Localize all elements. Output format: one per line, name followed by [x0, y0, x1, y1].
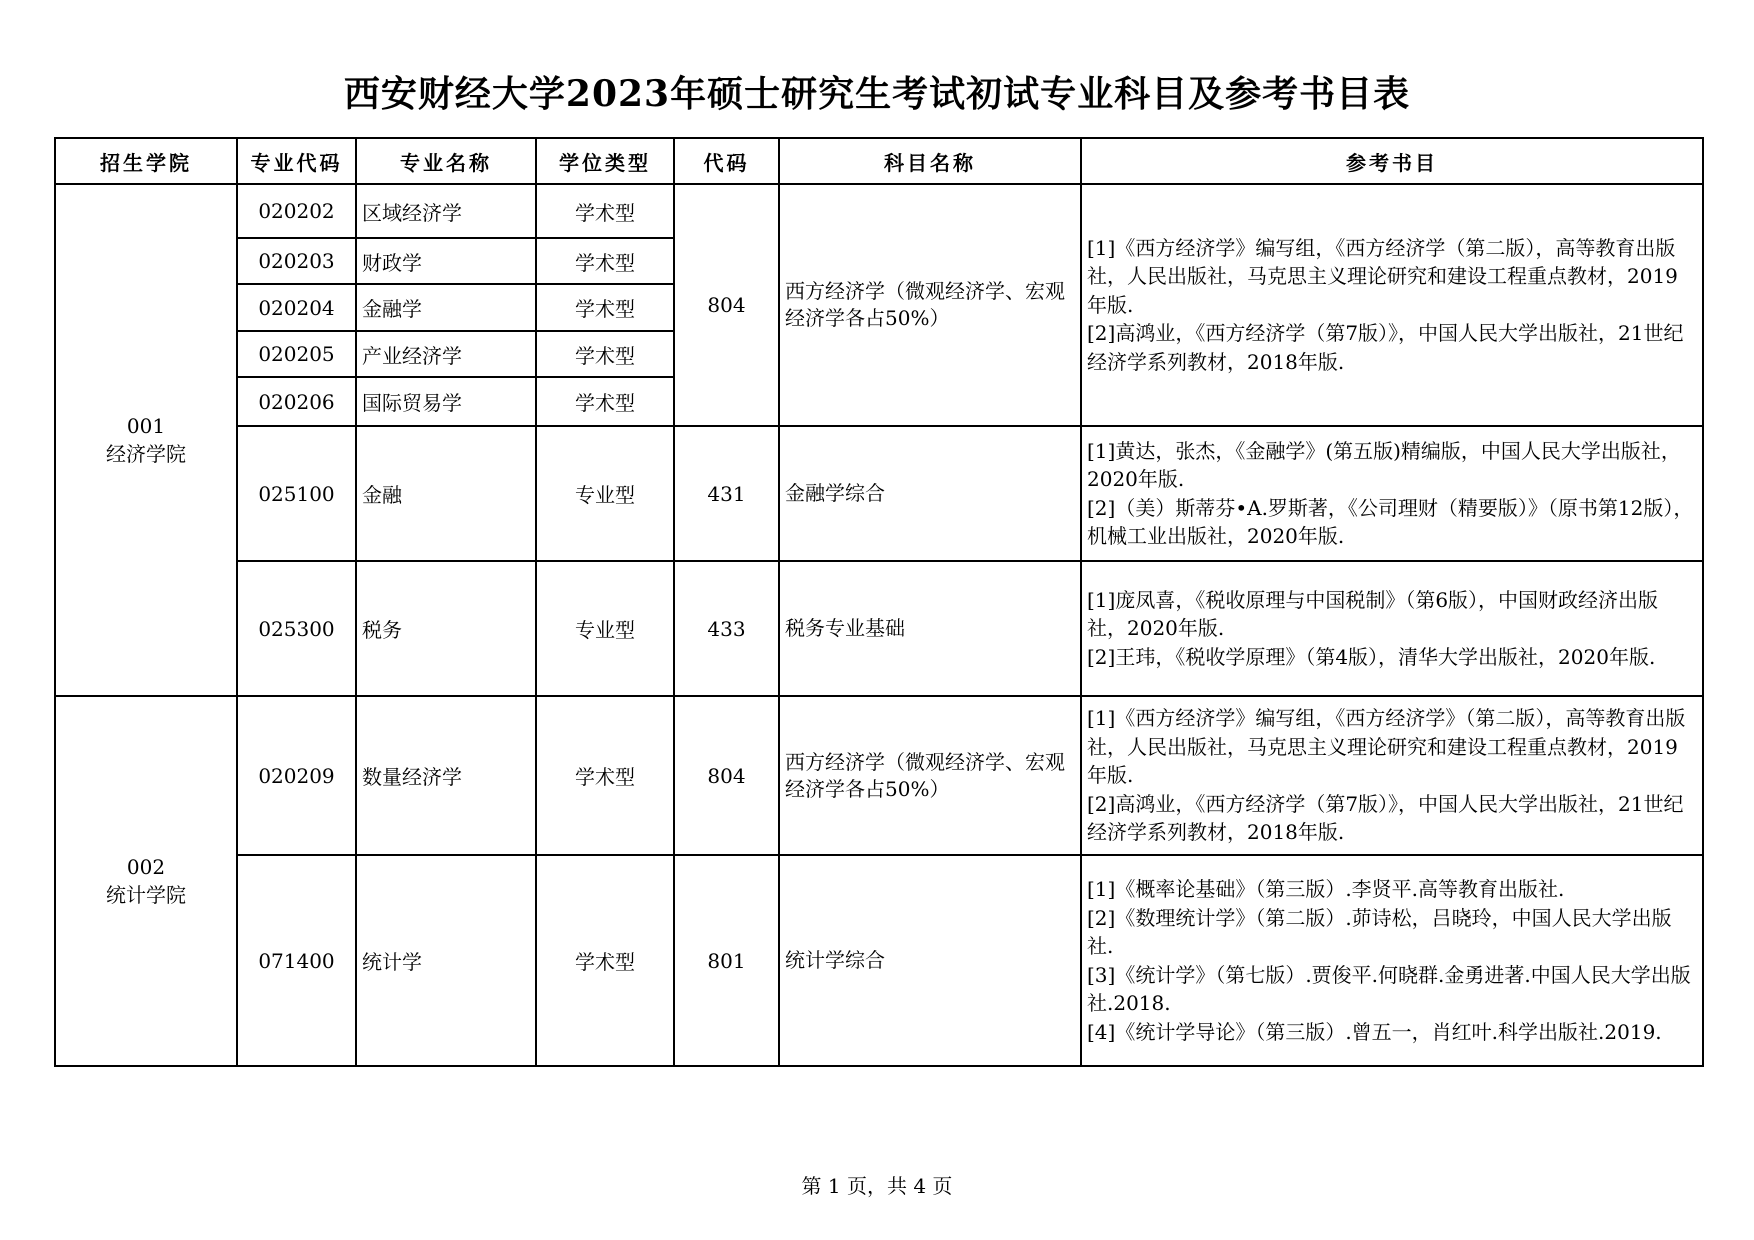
table-row [55, 426, 1703, 561]
book-item: [4]《统计学导论》（第三版）.曾五一，肖红叶.科学出版社.2019. [1087, 1019, 1662, 1044]
degree-type: 学术型 [536, 696, 674, 855]
book-item: [1]《西方经济学》编写组，《西方经济学》（第二版），高等教育出版社，人民出版社，马克思主义理论研究和建设工程重点教材，2019年版. [1087, 706, 1686, 788]
major-code: 020204 [237, 284, 356, 331]
major-name: 国际贸易学 [356, 377, 536, 426]
degree-type: 学术型 [536, 238, 674, 284]
header-subject-code: 代码 [674, 138, 779, 184]
major-name: 金融学 [356, 284, 536, 331]
subject-code: 804 [674, 184, 779, 426]
header-row [55, 138, 1703, 184]
degree-type: 专业型 [536, 561, 674, 696]
major-name: 产业经济学 [356, 331, 536, 377]
subject-name: 统计学综合 [779, 855, 1081, 1066]
table-row [55, 561, 1703, 696]
major-code: 025100 [237, 426, 356, 561]
table-row [55, 184, 1703, 238]
book-item: [2]高鸿业，《西方经济学（第7版）》，中国人民大学出版社，21世纪经济学系列教材，2018年版. [1087, 321, 1684, 374]
reference-books [1081, 426, 1703, 561]
major-code: 020209 [237, 696, 356, 855]
major-name: 数量经济学 [356, 696, 536, 855]
table-row [55, 696, 1703, 855]
major-code: 020202 [237, 184, 356, 238]
header-college: 招生学院 [55, 138, 237, 184]
header-major-name: 专业名称 [356, 138, 536, 184]
table-row [55, 855, 1703, 1066]
degree-type: 学术型 [536, 855, 674, 1066]
header-major-code: 专业代码 [237, 138, 356, 184]
college-name: 经济学院 [106, 442, 186, 466]
major-code: 025300 [237, 561, 356, 696]
subject-name: 西方经济学（微观经济学、宏观经济学各占50%） [779, 184, 1081, 426]
book-item: [2]王玮，《税收学原理》（第4版），清华大学出版社，2020年版. [1087, 644, 1656, 669]
book-item: [2]（美）斯蒂芬•A.罗斯著，《公司理财（精要版）》（原书第12版），机械工业出版社，2020年版. [1087, 495, 1694, 548]
major-name: 财政学 [356, 238, 536, 284]
reference-books [1081, 561, 1703, 696]
major-code: 020205 [237, 331, 356, 377]
major-name: 税务 [356, 561, 536, 696]
degree-type: 学术型 [536, 377, 674, 426]
page-footer: 第 1 页，共 4 页 [801, 1174, 953, 1198]
book-item: [1]庞凤喜，《税收原理与中国税制》（第6版），中国财政经济出版社，2020年版. [1087, 587, 1659, 641]
degree-type: 学术型 [536, 184, 674, 238]
subject-name: 西方经济学（微观经济学、宏观经济学各占50%） [779, 696, 1081, 855]
degree-type: 专业型 [536, 426, 674, 561]
book-item: [1]《西方经济学》编写组，《西方经济学（第二版），高等教育出版社，人民出版社，马克思主义理论研究和建设工程重点教材，2019年版. [1087, 235, 1678, 317]
college-cell [55, 184, 237, 696]
reference-books [1081, 855, 1703, 1066]
book-item: [2]《数理统计学》（第二版）.茆诗松，吕晓玲，中国人民大学出版社. [1087, 905, 1672, 958]
subject-code: 431 [674, 426, 779, 561]
college-code: 002 [126, 855, 166, 879]
major-name: 统计学 [356, 855, 536, 1066]
reference-books [1081, 184, 1703, 426]
major-code: 020206 [237, 377, 356, 426]
subject-code: 804 [674, 696, 779, 855]
major-code: 020203 [237, 238, 356, 284]
subject-name: 金融学综合 [779, 426, 1081, 561]
college-cell [55, 696, 237, 1066]
book-item: [2]高鸿业，《西方经济学（第7版）》，中国人民大学出版社，21世纪经济学系列教材，2018年版. [1087, 791, 1684, 845]
book-item: [1]黄达，张杰，《金融学》(第五版)精编版，中国人民大学出版社，2020年版. [1087, 438, 1681, 491]
major-name: 金融 [356, 426, 536, 561]
college-code: 001 [126, 414, 166, 438]
degree-type: 学术型 [536, 284, 674, 331]
page-title: 西安财经大学2023年硕士研究生考试初试专业科目及参考书目表 [343, 73, 1411, 115]
book-item: [3]《统计学》（第七版）.贾俊平.何晓群.金勇进著.中国人民大学出版社.2018. [1087, 962, 1691, 1015]
subject-code: 433 [674, 561, 779, 696]
book-item: [1]《概率论基础》（第三版）.李贤平.高等教育出版社. [1087, 877, 1565, 901]
subject-name: 税务专业基础 [779, 561, 1081, 696]
header-subject-name: 科目名称 [779, 138, 1081, 184]
exam-table [54, 137, 1704, 1067]
header-books: 参考书目 [1081, 138, 1703, 184]
reference-books [1081, 696, 1703, 855]
major-name: 区域经济学 [356, 184, 536, 238]
major-code: 071400 [237, 855, 356, 1066]
subject-code: 801 [674, 855, 779, 1066]
header-degree-type: 学位类型 [536, 138, 674, 184]
college-name: 统计学院 [106, 883, 186, 907]
degree-type: 学术型 [536, 331, 674, 377]
